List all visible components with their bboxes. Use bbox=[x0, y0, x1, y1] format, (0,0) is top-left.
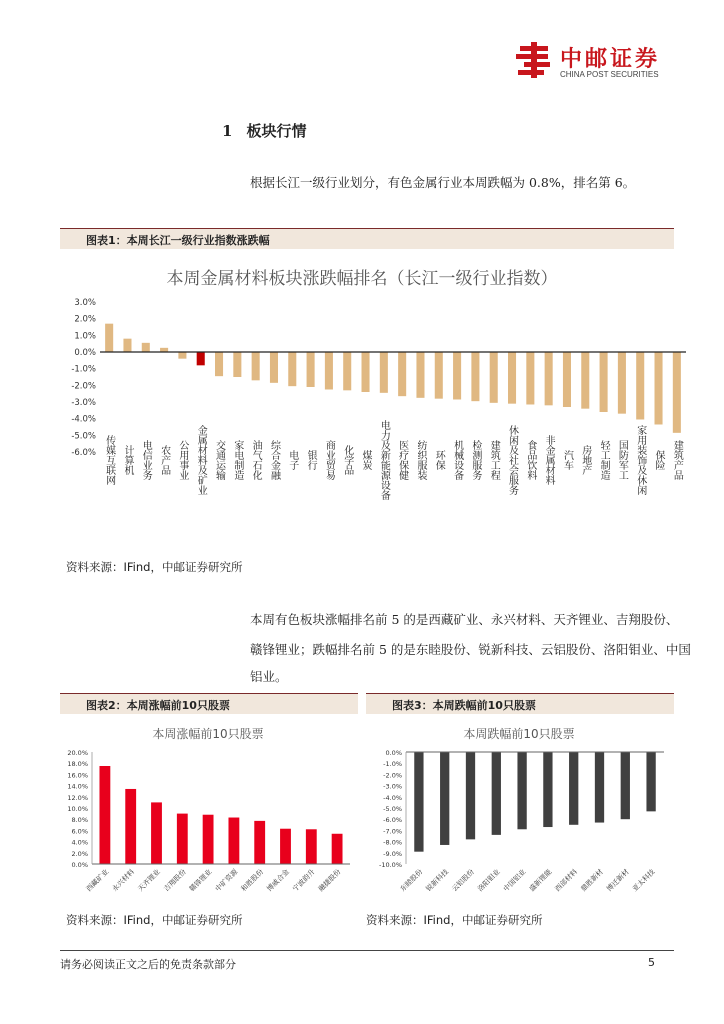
chart2-category-label: 永兴材料 bbox=[110, 867, 137, 894]
chart3-ytick-label: -2.0% bbox=[383, 771, 402, 780]
figure2-title-bar bbox=[60, 693, 358, 714]
figure3-title-bar bbox=[366, 693, 674, 714]
chart1-bar bbox=[270, 352, 278, 383]
figure2-source: 资料来源：IFind，中邮证券研究所 bbox=[66, 913, 243, 927]
chart3-category-label: 亚太科技 bbox=[631, 867, 657, 894]
chart1-category-label: 银行 bbox=[305, 450, 317, 470]
chart3-bar bbox=[543, 752, 552, 827]
chart2-category-label: 中矿资源 bbox=[213, 867, 240, 894]
chart1-ytick-label: 0.0% bbox=[74, 348, 96, 358]
chart1-category-label: 纺织服装 bbox=[414, 440, 426, 480]
chart1-category-label: 房地产 bbox=[579, 445, 591, 475]
paragraph2-line2: 赣锋锂业；跌幅排名前 5 的是东睦股份、锐新科技、云铝股份、洛阳钼业、中国 bbox=[250, 642, 691, 657]
chart3-bar bbox=[621, 752, 630, 819]
chart1-category-label: 油气石化 bbox=[250, 440, 262, 480]
chart3-bar bbox=[440, 752, 449, 845]
chart2-ytick-label: 14.0% bbox=[67, 782, 88, 791]
chart1-bar bbox=[545, 352, 553, 405]
chart3-category-label: 博迁新材 bbox=[605, 867, 631, 894]
industry-change-chart bbox=[0, 258, 724, 558]
chart3-ytick-label: -10.0% bbox=[379, 861, 402, 869]
chart1-category-label: 金属材料及矿业 bbox=[195, 425, 207, 495]
company-logo bbox=[514, 40, 674, 84]
page-number: 5 bbox=[648, 956, 655, 969]
chart1-category-label: 机械设备 bbox=[451, 440, 463, 480]
chart1-category-label: 建筑产品 bbox=[671, 440, 683, 480]
chart1-category-label: 化学品 bbox=[341, 445, 353, 475]
footer-disclaimer: 请务必阅读正文之后的免责条款部分 bbox=[60, 958, 236, 971]
chart1-bar bbox=[215, 352, 223, 376]
chart2-ytick-label: 18.0% bbox=[67, 760, 88, 769]
chart1-bar bbox=[655, 352, 663, 425]
figure2-title bbox=[86, 697, 230, 713]
figure1-caption: 本周长江一级行业指数涨跌幅 bbox=[126, 234, 270, 247]
chart3-category-label: 云铝股份 bbox=[450, 867, 476, 894]
figure3-title bbox=[392, 697, 536, 713]
chart3-ytick-label: -8.0% bbox=[383, 838, 402, 847]
chart1-bar bbox=[197, 352, 205, 365]
chart1-bar bbox=[362, 352, 370, 392]
chart1-category-label: 电子 bbox=[286, 450, 298, 470]
chart1-category-label: 电信业务 bbox=[140, 440, 152, 480]
chart3-bar bbox=[492, 752, 501, 835]
chart1-category-label: 传媒互联网 bbox=[103, 435, 115, 485]
chart1-title: 本周金属材料板块涨跌幅排名（长江一级行业指数） bbox=[166, 269, 558, 289]
chart2-title: 本周涨幅前10只股票 bbox=[152, 727, 264, 741]
chart1-bar bbox=[526, 352, 534, 405]
chart1-category-label: 煤炭 bbox=[360, 450, 372, 470]
chart3-ytick-label: -9.0% bbox=[383, 849, 402, 858]
chart3-category-label: 锐新科技 bbox=[424, 867, 451, 894]
chart3-category-label: 鼎胜新材 bbox=[579, 867, 605, 894]
chart1-category-label: 公用事业 bbox=[176, 440, 188, 480]
chart1-bar bbox=[288, 352, 296, 386]
chart1-bar bbox=[600, 352, 608, 412]
logo-english-name: CHINA POST SECURITIES bbox=[560, 70, 659, 79]
chart3-bar bbox=[569, 752, 578, 825]
chart3-category-label: 西部材料 bbox=[553, 867, 580, 894]
section-title: 板块行情 bbox=[246, 122, 307, 140]
chart1-bar bbox=[233, 352, 241, 377]
top-gainers-chart bbox=[58, 722, 358, 902]
chart1-category-label: 保险 bbox=[653, 450, 665, 470]
logo-chinese-name: 中邮证券 bbox=[560, 47, 661, 72]
chart1-ytick-label: 1.0% bbox=[74, 331, 96, 342]
chart3-title: 本周跌幅前10只股票 bbox=[463, 727, 575, 741]
chart1-bar bbox=[307, 352, 315, 387]
chart1-ytick-label: -1.0% bbox=[71, 364, 96, 375]
chart2-ytick-label: 8.0% bbox=[71, 816, 88, 825]
chart3-category-label: 盛新锂能 bbox=[527, 867, 554, 894]
chart1-category-label: 交通运输 bbox=[213, 440, 225, 480]
figure3-label: 图表3： bbox=[392, 699, 433, 712]
figure1-title bbox=[86, 232, 270, 248]
chart1-category-label: 检测服务 bbox=[469, 440, 481, 480]
chart1-bar bbox=[618, 352, 626, 414]
chart2-ytick-label: 12.0% bbox=[67, 793, 88, 802]
chart1-bar bbox=[142, 343, 150, 352]
chart1-ytick-label: -3.0% bbox=[71, 398, 96, 408]
chart2-bar bbox=[99, 766, 110, 864]
chart1-ytick-label: 2.0% bbox=[74, 314, 96, 325]
chart1-bar bbox=[435, 352, 443, 399]
chart1-bar bbox=[123, 339, 131, 352]
chart1-category-label: 家用装饰及休闲 bbox=[634, 425, 646, 495]
chart2-category-label: 天齐锂业 bbox=[136, 867, 162, 894]
chart2-ytick-label: 20.0% bbox=[67, 749, 88, 757]
chart3-ytick-label: -7.0% bbox=[383, 827, 402, 836]
chart1-ytick-label: -4.0% bbox=[71, 414, 96, 425]
chart1-category-label: 电力及新能源设备 bbox=[378, 420, 390, 500]
chart1-bar bbox=[490, 352, 498, 403]
chart1-category-label: 环保 bbox=[433, 450, 445, 470]
chart2-bar bbox=[203, 815, 214, 864]
chart2-bar bbox=[125, 789, 136, 864]
intro-paragraph: 根据长江一级行业划分，有色金属行业本周跌幅为 0.8%，排名第 6。 bbox=[250, 175, 636, 190]
chart2-ytick-label: 4.0% bbox=[71, 838, 88, 847]
chart1-bar bbox=[508, 352, 516, 404]
chart2-category-label: 宁波韵升 bbox=[291, 867, 317, 894]
chart1-bar bbox=[398, 352, 406, 396]
chart1-category-label: 计算机 bbox=[121, 445, 133, 475]
chart1-bar bbox=[252, 352, 260, 380]
chart3-bar bbox=[595, 752, 604, 823]
chart2-ytick-label: 2.0% bbox=[71, 849, 88, 858]
chart2-category-label: 吉翔股份 bbox=[162, 867, 188, 894]
chart3-bar bbox=[517, 752, 526, 829]
chart1-category-label: 建筑工程 bbox=[488, 440, 500, 480]
chart2-category-label: 西藏矿业 bbox=[84, 867, 111, 894]
chart2-ytick-label: 16.0% bbox=[67, 771, 88, 780]
chart1-bar bbox=[178, 352, 186, 359]
chart1-category-label: 国防军工 bbox=[616, 440, 628, 480]
chart3-category-label: 东睦股份 bbox=[398, 867, 425, 894]
chart3-bar bbox=[414, 752, 423, 852]
chart1-ytick-label: -2.0% bbox=[71, 381, 96, 392]
chart1-category-label: 商业贸易 bbox=[323, 440, 335, 480]
chart3-category-label: 洛阳钼业 bbox=[476, 867, 502, 894]
chart3-ytick-label: -1.0% bbox=[383, 760, 402, 769]
section-number: 1 bbox=[222, 122, 233, 140]
chart1-bar bbox=[343, 352, 351, 390]
chart3-ytick-label: -6.0% bbox=[383, 816, 402, 825]
figure2-label: 图表2： bbox=[86, 699, 127, 712]
chart2-category-label: 融捷股份 bbox=[317, 867, 343, 894]
chart2-ytick-label: 0.0% bbox=[71, 861, 88, 869]
chart2-bar bbox=[177, 814, 188, 864]
footer-divider bbox=[60, 950, 674, 951]
chart1-bar bbox=[416, 352, 424, 398]
figure2-caption: 本周涨幅前10只股票 bbox=[126, 699, 230, 712]
figure1-title-bar bbox=[60, 228, 674, 249]
chart1-category-label: 家电制造 bbox=[231, 440, 243, 480]
chart1-category-label: 轻工制造 bbox=[598, 440, 610, 480]
top-losers-chart bbox=[364, 722, 674, 902]
chart1-bar bbox=[105, 324, 113, 352]
chart1-bar bbox=[453, 352, 461, 400]
chart2-bar bbox=[254, 821, 265, 864]
figure3-caption: 本周跌幅前10只股票 bbox=[432, 699, 536, 712]
chart3-bar bbox=[646, 752, 655, 811]
chart3-ytick-label: -4.0% bbox=[383, 793, 402, 802]
chart1-ytick-label: 3.0% bbox=[74, 298, 96, 308]
chart1-bar bbox=[380, 352, 388, 393]
chart1-category-label: 食品饮料 bbox=[524, 440, 536, 480]
chart1-ytick-label: -6.0% bbox=[71, 448, 96, 458]
chart1-category-label: 综合金融 bbox=[268, 440, 280, 480]
chart2-bar bbox=[151, 802, 162, 864]
paragraph2-line3: 铝业。 bbox=[250, 669, 288, 684]
chart1-category-label: 休闲及社会服务 bbox=[506, 425, 518, 495]
chart3-ytick-label: 0.0% bbox=[385, 749, 402, 757]
chart1-bar bbox=[160, 348, 168, 352]
chart3-category-label: 中国铝业 bbox=[502, 867, 528, 894]
chart1-bar bbox=[673, 352, 681, 433]
figure3-source: 资料来源：IFind，中邮证券研究所 bbox=[366, 913, 543, 927]
chart3-ytick-label: -3.0% bbox=[383, 782, 402, 791]
chart2-bar bbox=[306, 829, 317, 864]
chart1-category-label: 医疗保健 bbox=[396, 440, 408, 480]
chart1-category-label: 汽车 bbox=[561, 450, 573, 470]
section-heading bbox=[222, 120, 306, 141]
chart2-ytick-label: 6.0% bbox=[71, 827, 88, 836]
chart1-bar bbox=[563, 352, 571, 407]
chart2-bar bbox=[332, 834, 343, 864]
chart2-category-label: 和胜股份 bbox=[239, 867, 266, 894]
chart2-category-label: 赣锋锂业 bbox=[188, 867, 214, 894]
chart1-bar bbox=[581, 352, 589, 409]
chart2-category-label: 博威合金 bbox=[265, 867, 291, 894]
chart1-bar bbox=[471, 352, 479, 401]
figure1-source: 资料来源：IFind，中邮证券研究所 bbox=[66, 560, 243, 574]
chart1-category-label: 非金属材料 bbox=[543, 435, 555, 485]
paragraph2-line1: 本周有色板块涨幅排名前 5 的是西藏矿业、永兴材料、天齐锂业、吉翔股份、 bbox=[250, 612, 679, 627]
chart2-ytick-label: 10.0% bbox=[67, 805, 88, 813]
china-post-emblem-icon bbox=[514, 40, 554, 80]
chart3-ytick-label: -5.0% bbox=[383, 805, 402, 813]
chart2-bar bbox=[280, 829, 291, 864]
chart1-bar bbox=[325, 352, 333, 390]
chart2-bar bbox=[228, 818, 239, 864]
figure1-label: 图表1： bbox=[86, 234, 127, 247]
chart1-category-label: 农产品 bbox=[158, 445, 170, 475]
chart1-bar bbox=[636, 352, 644, 420]
chart1-ytick-label: -5.0% bbox=[71, 431, 96, 442]
chart3-bar bbox=[466, 752, 475, 839]
